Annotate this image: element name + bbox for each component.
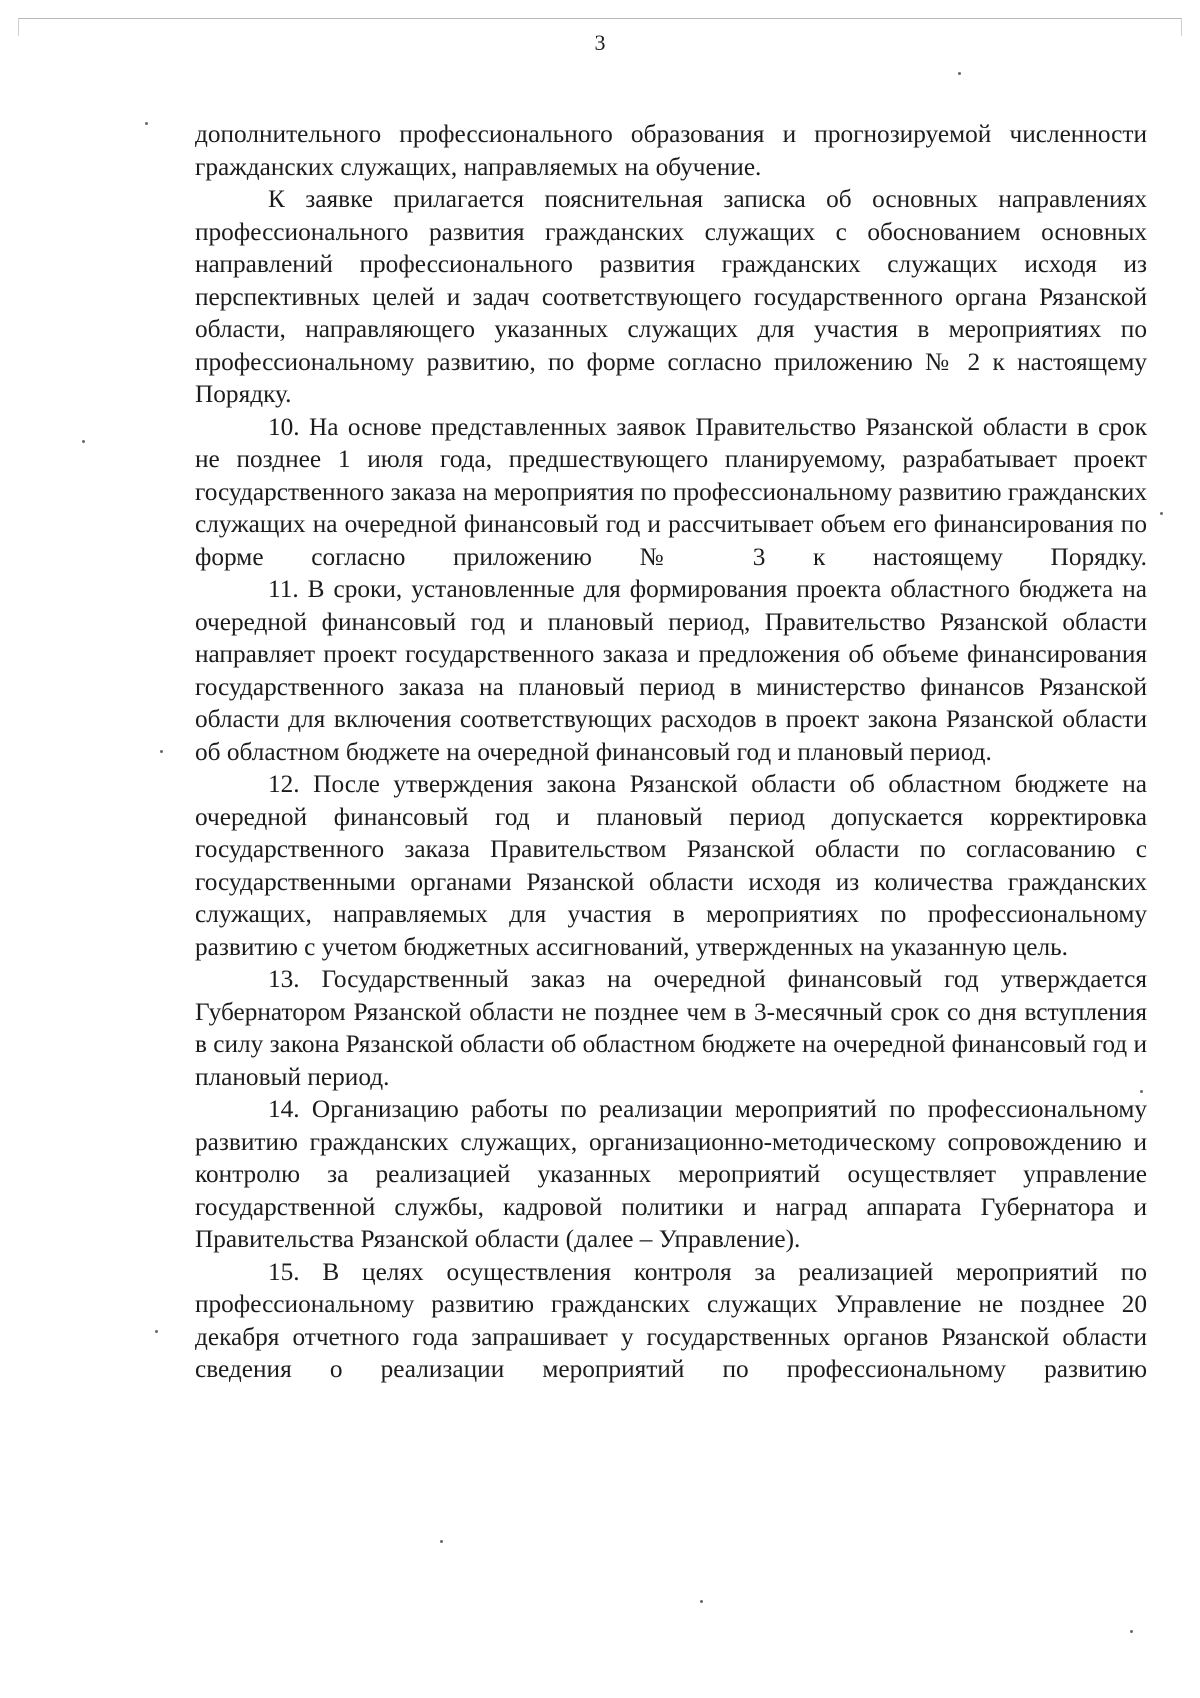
scan-speck [155, 1330, 158, 1333]
document-body [195, 118, 1147, 1386]
scan-speck [440, 1540, 443, 1543]
page-top-border [18, 18, 1182, 19]
scan-speck [700, 1600, 703, 1603]
paragraph-item-15: 15. В целях осуществления контроля за реализацией мероприятий по профессиональному развитию гражданских служащих Управление не позднее 20 декабря отчетного года запрашивает у государственных органов Рязанской области сведения о реализации мероприятий по профессиональному развитию [195, 1257, 1147, 1383]
scan-speck [1130, 1630, 1133, 1633]
paragraph-item-12: 12. После утверждения закона Рязанской области об областном бюджете на очередной финансовый год и плановый период допускается корректировка государственного заказа Правительством Рязанской области по согласованию с государственными органами Рязанской области исходя из количества гражданских служащих, направляемых для участия в мероприятиях по профессиональному развитию с учетом бюджетных ассигнований, утвержденных на указанную цель. [195, 770, 1147, 961]
paragraph-item-11: 11. В сроки, установленные для формирования проекта областного бюджета на очередной финансовый год и плановый период, Правительство Рязанской области направляет проект государственного заказа и предложения об объеме финансирования государственного заказа на плановый период в министерство финансов Рязанской области для включения соответствующих расходов в проект закона Рязанской области об областном бюджете на очередной финансовый год и плановый период. [195, 575, 1147, 766]
scan-speck [145, 122, 148, 125]
page-number: 3 [594, 30, 606, 55]
scan-speck [1140, 1090, 1143, 1093]
paragraph-item-14: 14. Организацию работы по реализации мероприятий по профессиональному развитию гражданских служащих, организационно-методическому сопровождению и контролю за реализацией указанных мероприятий осуществляет управление государственной службы, кадровой политики и наград аппарата Губернатора и Правительства Рязанской области (далее – Управление). [195, 1095, 1147, 1253]
paragraph-explanatory-note: К заявке прилагается пояснительная записка об основных направлениях профессионального развития гражданских служащих с обоснованием основных направлений профессионального развития гражданских служащих исходя из перспективных целей и задач соответствующего государственного органа Рязанской области, направляющего указанных служащих для участия в мероприятиях по профессиональному развитию, по форме согласно приложению № 2 к настоящему Порядку. [195, 185, 1147, 408]
paragraph-continuation: дополнительного профессионального образования и прогнозируемой численности гражданских служащих, направляемых на обучение. [195, 120, 1147, 181]
scan-speck [958, 72, 961, 75]
scan-speck [82, 440, 85, 443]
scan-speck [160, 750, 163, 753]
scan-speck [1160, 512, 1163, 515]
paragraph-item-13: 13. Государственный заказ на очередной финансовый год утверждается Губернатором Рязанской области не позднее чем в 3-месячный срок со дня вступления в силу закона Рязанской области об областном бюджете на очередной финансовый год и плановый период. [195, 965, 1147, 1091]
paragraph-item-10: 10. На основе представленных заявок Правительство Рязанской области в срок не позднее 1 июля года, предшествующего планируемому, разрабатывает проект государственного заказа на мероприятия по профессиональному развитию гражданских служащих на очередной финансовый год и рассчитывает объем его финансирования по форме согласно приложению № 3 к настоящему Порядку. [195, 412, 1147, 571]
